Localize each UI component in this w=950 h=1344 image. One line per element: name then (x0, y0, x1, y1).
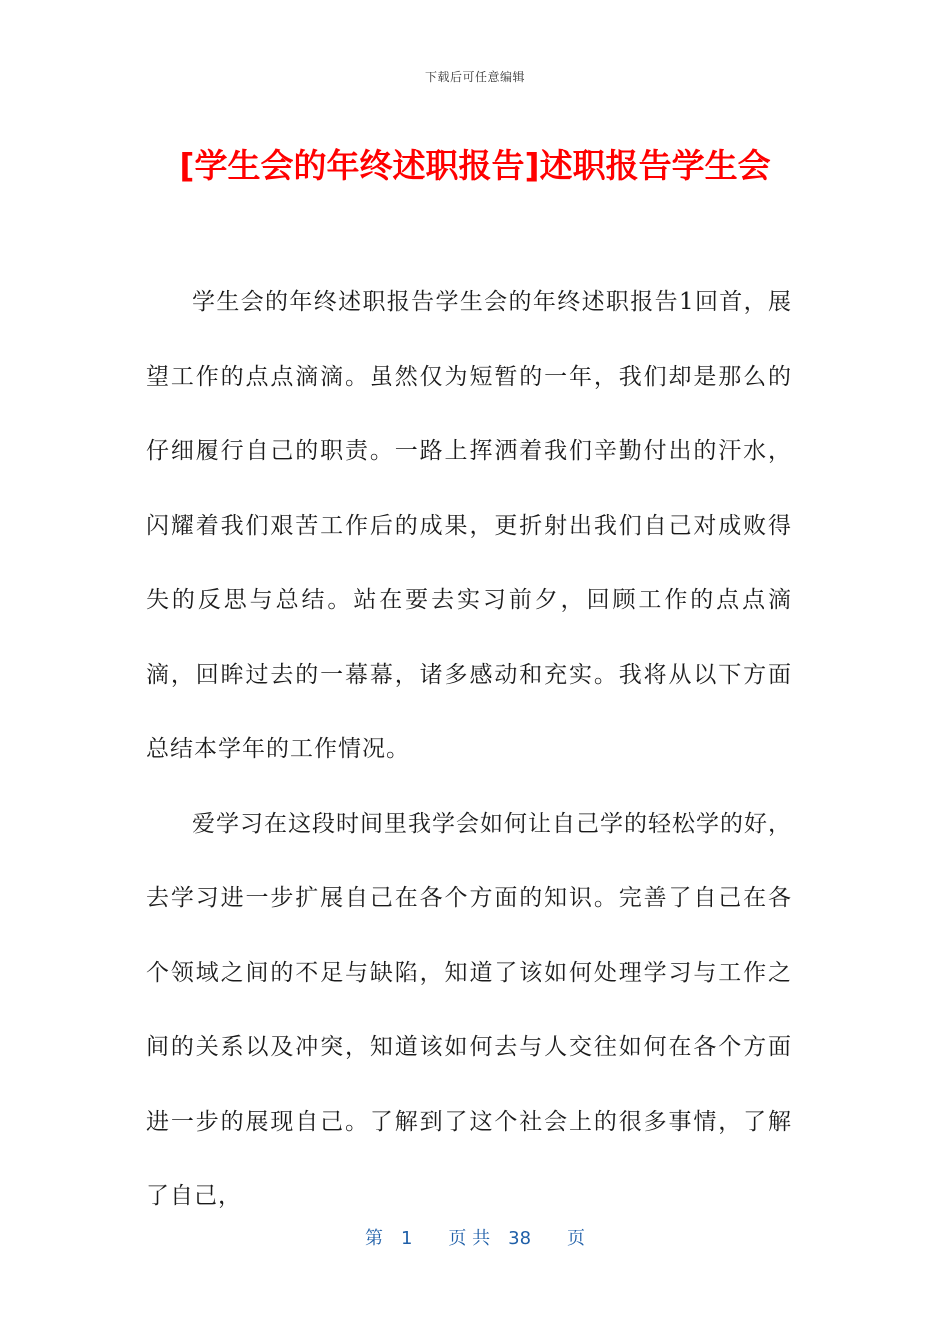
document-body (146, 265, 792, 1234)
document-title: [学生会的年终述职报告]述职报告学生会 (179, 146, 771, 185)
page-number-footer: 第 1 页 共 38 页 (364, 1228, 586, 1249)
paragraph-2: 爱学习在这段时间里我学会如何让自己学的轻松学的好，去学习进一步扩展自己在各个方面的知识。完善了自己在各个领域之间的不足与缺陷，知道了该如何处理学习与工作之间的关系以及冲突，知道该如何去与人交往如何在各个方面进一步的展现自己。了解到了这个社会上的很多事情，了解了自己， (146, 810, 792, 1209)
paragraph-1: 学生会的年终述职报告学生会的年终述职报告1回首，展望工作的点点滴滴。虽然仅为短暂的一年，我们却是那么的仔细履行自己的职责。一路上挥洒着我们辛勤付出的汗水，闪耀着我们艰苦工作后的成果，更折射出我们自己对成败得失的反思与总结。站在要去实习前夕，回顾工作的点点滴滴，回眸过去的一幕幕，诸多感动和充实。我将从以下方面总结本学年的工作情况。 (146, 289, 792, 762)
page-header: 下载后可任意编辑 (424, 70, 525, 84)
